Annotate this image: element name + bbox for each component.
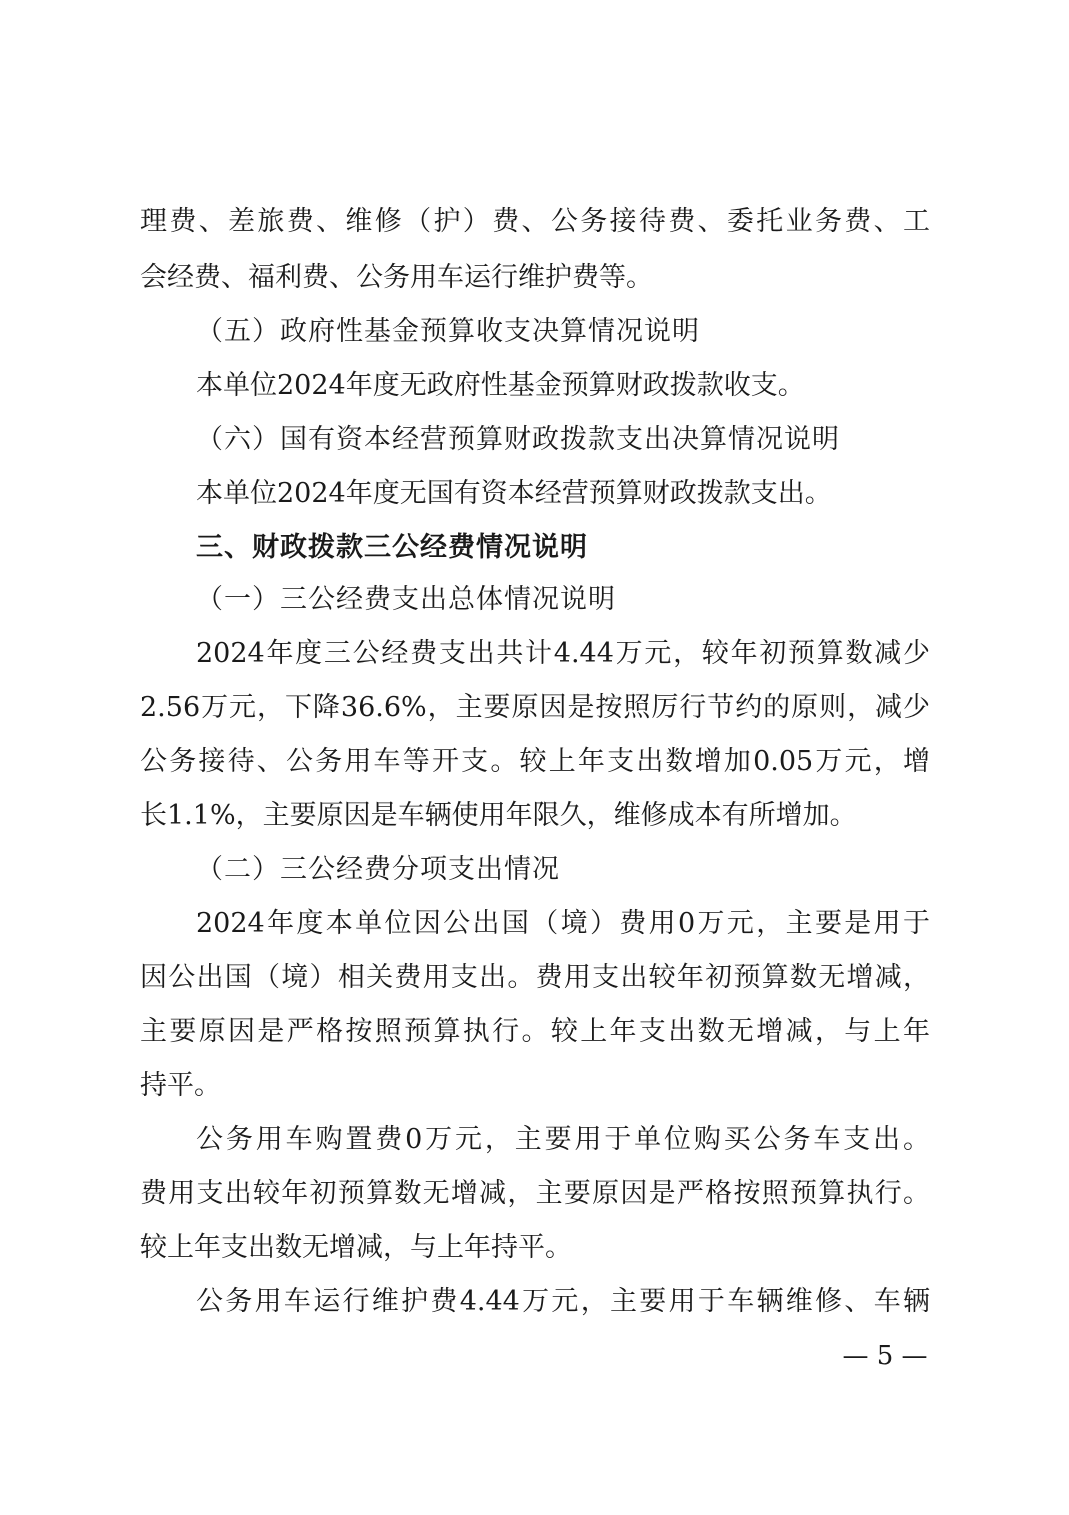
paragraph-line: 理费、差旅费、维修（护）费、公务接待费、委托业务费、工	[140, 206, 930, 237]
chapter-heading: 三、财政拨款三公经费情况说明	[196, 532, 588, 563]
paragraph-line: 本单位2024年度无政府性基金预算财政拨款收支。	[196, 370, 805, 401]
paragraph-line: 2.56万元，下降36.6%，主要原因是按照厉行节约的原则，减少	[140, 692, 930, 723]
paragraph-line: 本单位2024年度无国有资本经营预算财政拨款支出。	[196, 478, 832, 509]
section-heading: （五）政府性基金预算收支决算情况说明	[196, 316, 700, 347]
paragraph-line: 公务接待、公务用车等开支。较上年支出数增加0.05万元，增	[140, 746, 930, 777]
paragraph-line: 主要原因是严格按照预算执行。较上年支出数无增减，与上年	[140, 1016, 930, 1047]
paragraph-line: 持平。	[140, 1070, 221, 1101]
paragraph-line: 2024年度三公经费支出共计4.44万元，较年初预算数减少	[196, 638, 930, 669]
paragraph-line: 公务用车购置费0万元，主要用于单位购买公务车支出。	[196, 1124, 930, 1155]
section-heading: （六）国有资本经营预算财政拨款支出决算情况说明	[196, 424, 840, 455]
paragraph-line: 较上年支出数无增减，与上年持平。	[140, 1232, 572, 1263]
paragraph-line: 因公出国（境）相关费用支出。费用支出较年初预算数无增减，	[140, 962, 930, 993]
paragraph-line: 2024年度本单位因公出国（境）费用0万元，主要是用于	[196, 908, 930, 939]
paragraph-line: 公务用车运行维护费4.44万元，主要用于车辆维修、车辆	[196, 1286, 930, 1317]
paragraph-line: 费用支出较年初预算数无增减，主要原因是严格按照预算执行。	[140, 1178, 930, 1209]
page-number: — 5 —	[842, 1341, 928, 1371]
section-heading: （一）三公经费支出总体情况说明	[196, 584, 616, 615]
section-heading: （二）三公经费分项支出情况	[196, 854, 560, 885]
paragraph-line: 会经费、福利费、公务用车运行维护费等。	[140, 262, 653, 293]
paragraph-line: 长1.1%，主要原因是车辆使用年限久，维修成本有所增加。	[140, 800, 857, 831]
